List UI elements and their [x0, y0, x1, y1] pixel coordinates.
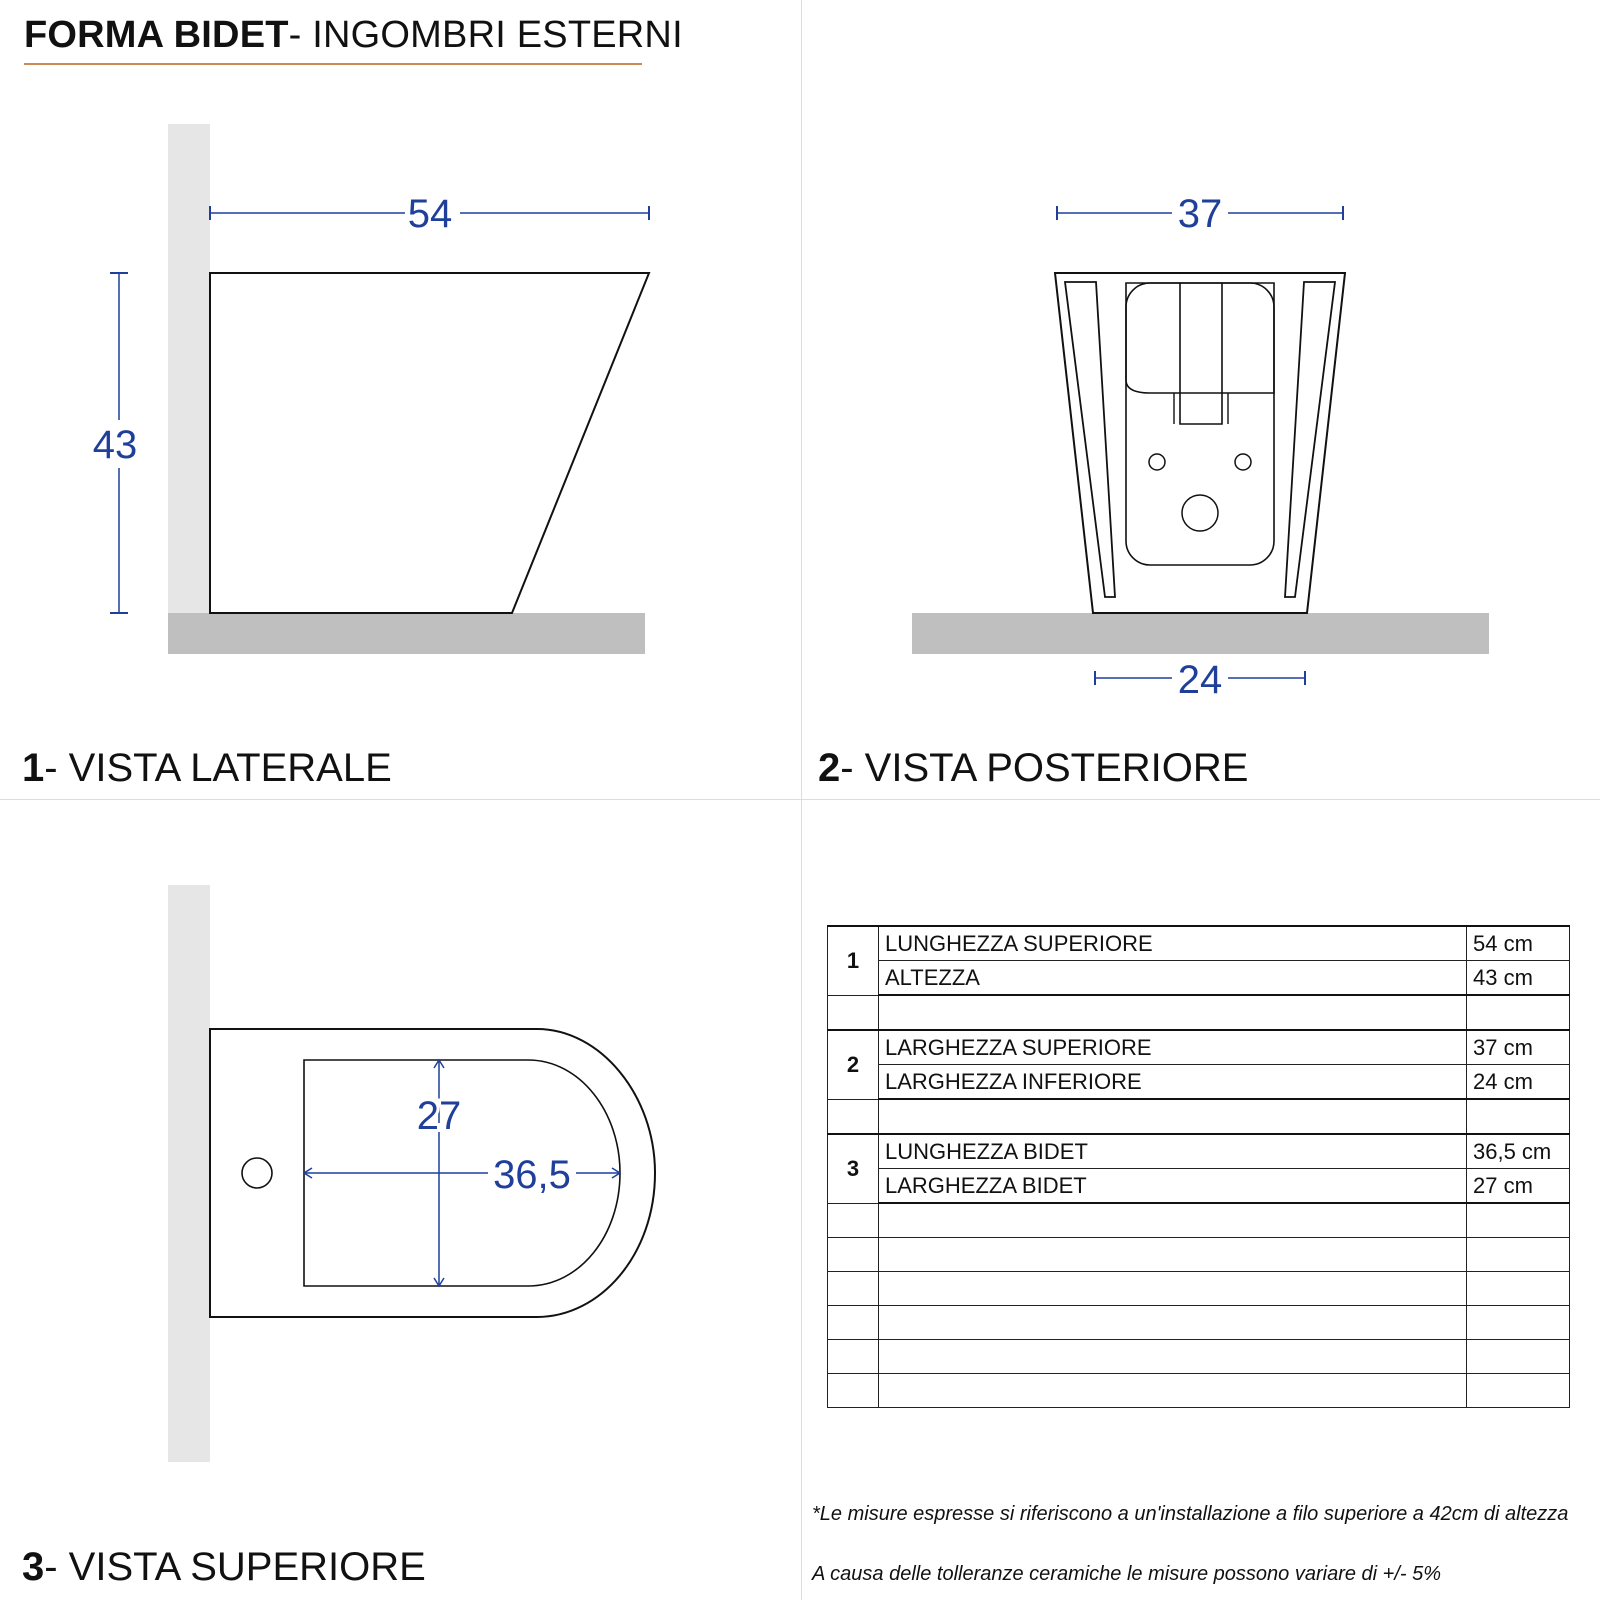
dimension-label: LARGHEZZA INFERIORE: [879, 1065, 1467, 1100]
panel-title: - VISTA LATERALE: [44, 746, 392, 790]
dimension-label: [879, 1272, 1467, 1306]
dimension-label: LUNGHEZZA SUPERIORE: [879, 926, 1467, 961]
wall: [168, 124, 210, 654]
dimension-value: 36,5 cm: [1467, 1134, 1570, 1169]
top-view: [168, 885, 655, 1462]
panel-label-side: [22, 746, 392, 791]
panel-label-rear: [818, 746, 1248, 791]
dimension-value: 27 cm: [1467, 1169, 1570, 1204]
group-number: 1: [828, 926, 879, 995]
dim-rear-top-width: 37: [1177, 192, 1223, 236]
table-row: [828, 1203, 1570, 1238]
dimension-value: [1467, 1374, 1570, 1408]
group-number: 3: [828, 1134, 879, 1203]
dimension-label: LUNGHEZZA BIDET: [879, 1134, 1467, 1169]
table-row: [828, 1238, 1570, 1272]
dimension-value: [1467, 1099, 1570, 1134]
dimension-value: 24 cm: [1467, 1065, 1570, 1100]
table-row: [828, 1169, 1570, 1204]
dimension-label: [879, 1374, 1467, 1408]
group-number: [828, 1238, 879, 1272]
title-bold: FORMA BIDET: [24, 14, 289, 56]
dim-top-length: 36,5: [493, 1153, 571, 1197]
table-row: [828, 1272, 1570, 1306]
panel-num: 2: [818, 746, 841, 790]
group-number: [828, 1306, 879, 1340]
group-number: [828, 1340, 879, 1374]
dimension-label: ALTEZZA: [879, 961, 1467, 996]
group-number: 2: [828, 1030, 879, 1099]
dim-top-width: 27: [416, 1094, 462, 1138]
wall: [168, 885, 210, 1462]
dimension-value: [1467, 1272, 1570, 1306]
table-row: [828, 1374, 1570, 1408]
dimension-label: LARGHEZZA SUPERIORE: [879, 1030, 1467, 1065]
dim-rear-bottom-width: 24: [1177, 658, 1223, 702]
panel-title: - VISTA SUPERIORE: [44, 1545, 426, 1589]
floor: [168, 613, 645, 654]
panel-num: 1: [22, 746, 45, 790]
floor: [912, 613, 1489, 654]
rear-view: [912, 192, 1489, 702]
dimension-label: [879, 1203, 1467, 1238]
group-number: [828, 1099, 879, 1134]
title-rest: - INGOMBRI ESTERNI: [288, 14, 683, 56]
dimensions-table: [827, 925, 1570, 1408]
table-row: [828, 995, 1570, 1030]
dim-side-length: 54: [407, 192, 453, 236]
side-view: [93, 124, 649, 654]
dimension-label: [879, 995, 1467, 1030]
group-number: [828, 995, 879, 1030]
table-row: [828, 1134, 1570, 1169]
dimension-value: 54 cm: [1467, 926, 1570, 961]
dimension-value: [1467, 1340, 1570, 1374]
dimension-label: [879, 1306, 1467, 1340]
dim-side-height: 43: [92, 423, 138, 467]
table-row: [828, 926, 1570, 961]
group-number: [828, 1272, 879, 1306]
table-row: [828, 1030, 1570, 1065]
table-row: [828, 961, 1570, 996]
dimension-label: [879, 1238, 1467, 1272]
dimension-value: 37 cm: [1467, 1030, 1570, 1065]
dimension-value: [1467, 1203, 1570, 1238]
dimension-value: [1467, 1306, 1570, 1340]
panel-num: 3: [22, 1545, 45, 1589]
bidet-side-outline: [210, 273, 649, 613]
table-row: [828, 1340, 1570, 1374]
dimension-label: LARGHEZZA BIDET: [879, 1169, 1467, 1204]
panel-label-top: [22, 1545, 426, 1590]
table-row: [828, 1065, 1570, 1100]
group-number: [828, 1203, 879, 1238]
note-tolerance: A causa delle tolleranze ceramiche le misure possono variare di +/- 5%: [812, 1563, 1442, 1585]
dimension-label: [879, 1340, 1467, 1374]
dimension-value: 43 cm: [1467, 961, 1570, 996]
table-row: [828, 1306, 1570, 1340]
note-installation: *Le misure espresse si riferiscono a un'installazione a filo superiore a 42cm di altezza: [812, 1503, 1569, 1525]
dimension-value: [1467, 1238, 1570, 1272]
group-number: [828, 1374, 879, 1408]
table-row: [828, 1099, 1570, 1134]
dimension-label: [879, 1099, 1467, 1134]
panel-title: - VISTA POSTERIORE: [840, 746, 1249, 790]
dimension-value: [1467, 995, 1570, 1030]
